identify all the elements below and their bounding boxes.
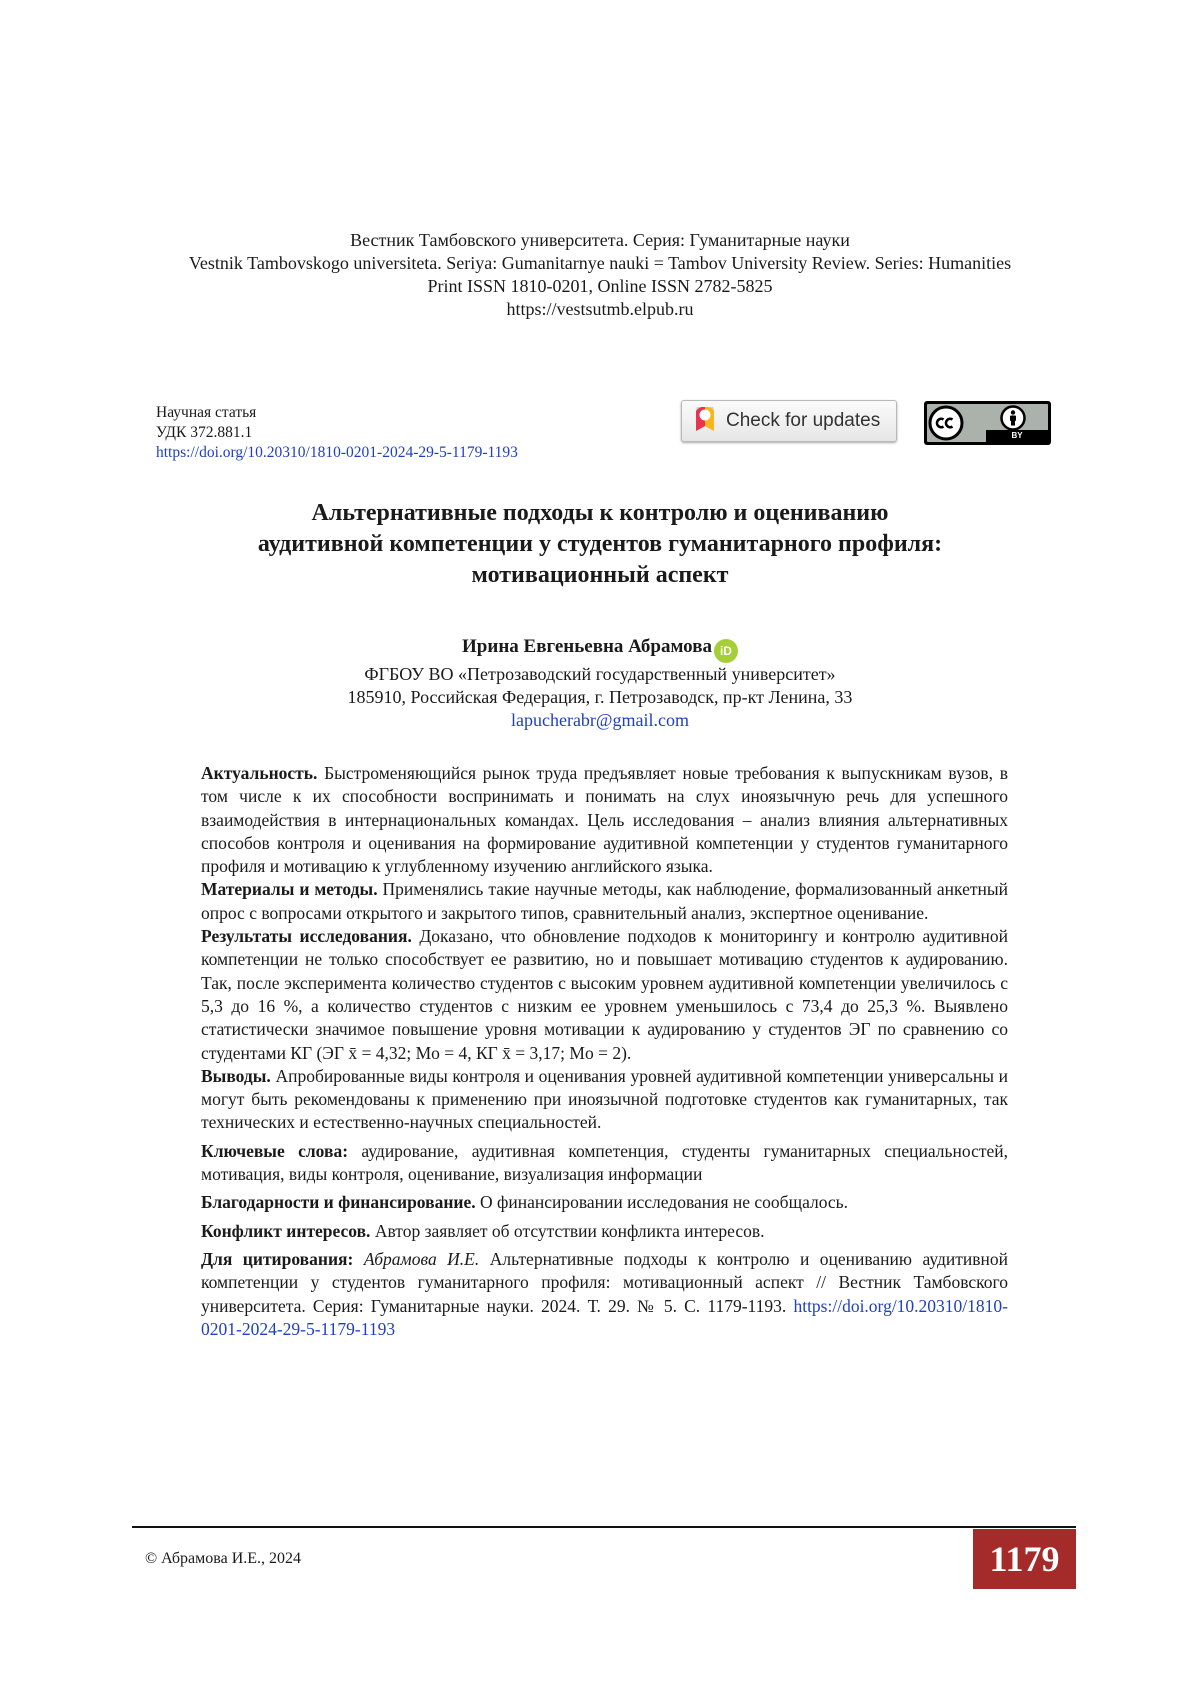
journal-title-ru: Вестник Тамбовского университета. Серия: Гуманитарные науки <box>350 230 850 250</box>
author-email[interactable]: lapucherabr@gmail.com <box>510 710 689 730</box>
citation <box>201 1248 1008 1341</box>
author-affiliation: ФГБОУ ВО «Петрозаводский государственный университет» <box>364 664 836 684</box>
author-address: 185910, Российская Федерация, г. Петрозаводск, пр-кт Ленина, 33 <box>347 687 853 707</box>
conflict-of-interest <box>201 1220 1008 1243</box>
relevance-text: Быстроменяющийся рынок труда предъявляет новые требования к выпускникам вузов, в том числе к их способности воспринимать и понимать на слух иноязычную речь для успешного взаимодействия в интернациональных командах. Цель исследования – анализ влияния альтернативных способов контроля и оценивания на формирование аудитивной компетенции у студентов гуманитарного профиля и мотивацию к углубленному изучению английского языка. <box>201 763 1008 877</box>
methods-label: Материалы и методы. <box>201 879 378 900</box>
keywords-label: Ключевые слова: <box>201 1140 349 1161</box>
conflict-text: Автор заявляет об отсутствии конфликта интересов. <box>370 1220 765 1241</box>
relevance-label: Актуальность. <box>201 763 318 783</box>
orcid-icon[interactable]: iD <box>714 639 738 663</box>
journal-url[interactable]: https://vestsutmb.elpub.ru <box>506 299 694 319</box>
abstract-relevance <box>201 762 1008 878</box>
abstract <box>201 762 1008 1341</box>
abstract-conclusions <box>201 1065 1008 1135</box>
journal-title-en: Vestnik Tambovskogo universiteta. Seriya: Gumanitarnye nauki = Tambov University Review. Series: Humanities <box>188 253 1012 273</box>
citation-label: Для цитирования: <box>201 1248 354 1269</box>
title-line-2: аудитивной компетенции у студентов гуманитарного профиля: <box>257 531 943 557</box>
article-type: Научная статья <box>156 404 257 421</box>
keywords-text: аудирование, аудитивная компетенция, студенты гуманитарных специальностей, мотивация, виды контроля, оценивание, визуализация информации <box>201 1140 1008 1185</box>
abstract-results <box>201 925 1008 1065</box>
copyright: © Абрамова И.Е., 2024 <box>145 1550 302 1567</box>
crossmark-icon <box>694 407 716 435</box>
author-block <box>0 635 1200 732</box>
results-text: Доказано, что обновление подходов к мониторингу и контролю аудитивной компетенции не только способствует ее развитию, но и повышает мотивацию студентов к аудированию. Так, после эксперимента количество студентов с высоким уровнем аудитивной компетенции увеличилось с 5,3 до 16 %, а количество студентов с низким ее уровнем уменьшилось с 73,4 до 25,3 %. Выявлено статистически значимое повышение уровня мотивации к аудированию у студентов ЭГ по сравнению со студентами КГ (ЭГ x̄ = 4,32; Mo = 4, КГ x̄ = 3,17; Mo = 2). <box>201 926 1009 1063</box>
citation-doi-link[interactable]: https://doi.org/10.20310/1810-0201-2024-29-5-1179-1193 <box>201 1295 1008 1339</box>
title-line-1: Альтернативные подходы к контролю и оцениванию <box>311 500 889 526</box>
journal-issn: Print ISSN 1810-0201, Online ISSN 2782-5825 <box>427 276 773 296</box>
methods-text: Применялись такие научные методы, как наблюдение, формализованный анкетный опрос с вопросами открытого и закрытого типов, сравнительный анализ, экспертное оценивание. <box>201 879 1009 923</box>
abstract-methods <box>201 878 1008 925</box>
footer-divider <box>132 1526 1076 1528</box>
funding-text: О финансировании исследования не сообщалось. <box>475 1192 849 1213</box>
cc-icon <box>928 405 964 441</box>
conflict-label: Конфликт интересов. <box>201 1220 371 1241</box>
check-for-updates-label: Check for updates <box>726 410 881 431</box>
article-meta <box>156 403 518 463</box>
page-number: 1179 <box>973 1529 1076 1589</box>
funding-label: Благодарности и финансирование. <box>201 1192 476 1213</box>
author-name: Ирина Евгеньевна Абрамова <box>462 636 712 657</box>
journal-header <box>0 229 1200 321</box>
udc-code: УДК 372.881.1 <box>156 424 253 441</box>
article-title <box>150 498 1050 591</box>
results-label: Результаты исследования. <box>201 926 412 947</box>
keywords <box>201 1140 1008 1187</box>
conclusions-text: Апробированные виды контроля и оценивания уровней аудитивной компетенции универсальны и могут быть рекомендованы к применению при иноязычной подготовке студентов как гуманитарных, так технических и естественно-научных специальностей. <box>201 1065 1008 1133</box>
citation-author: Абрамова И.Е. <box>363 1248 480 1269</box>
cc-by-label: BY <box>986 430 1048 442</box>
conclusions-label: Выводы. <box>201 1065 271 1086</box>
citation-text: Альтернативные подходы к контролю и оцениванию аудитивной компетенции у студентов гуманитарного профиля: мотивационный аспект // Вестник Тамбовского университета. Серия: Гуманитарные науки. 2024. Т. 29. № 5. С. 1179-1193. <box>201 1248 1009 1316</box>
funding <box>201 1191 1008 1214</box>
attribution-icon <box>1000 405 1026 431</box>
title-line-3: мотивационный аспект <box>471 562 729 588</box>
cc-by-license-badge[interactable] <box>924 401 1051 445</box>
check-for-updates-button[interactable] <box>681 400 897 442</box>
doi-link[interactable]: https://doi.org/10.20310/1810-0201-2024-29-5-1179-1193 <box>156 444 518 461</box>
